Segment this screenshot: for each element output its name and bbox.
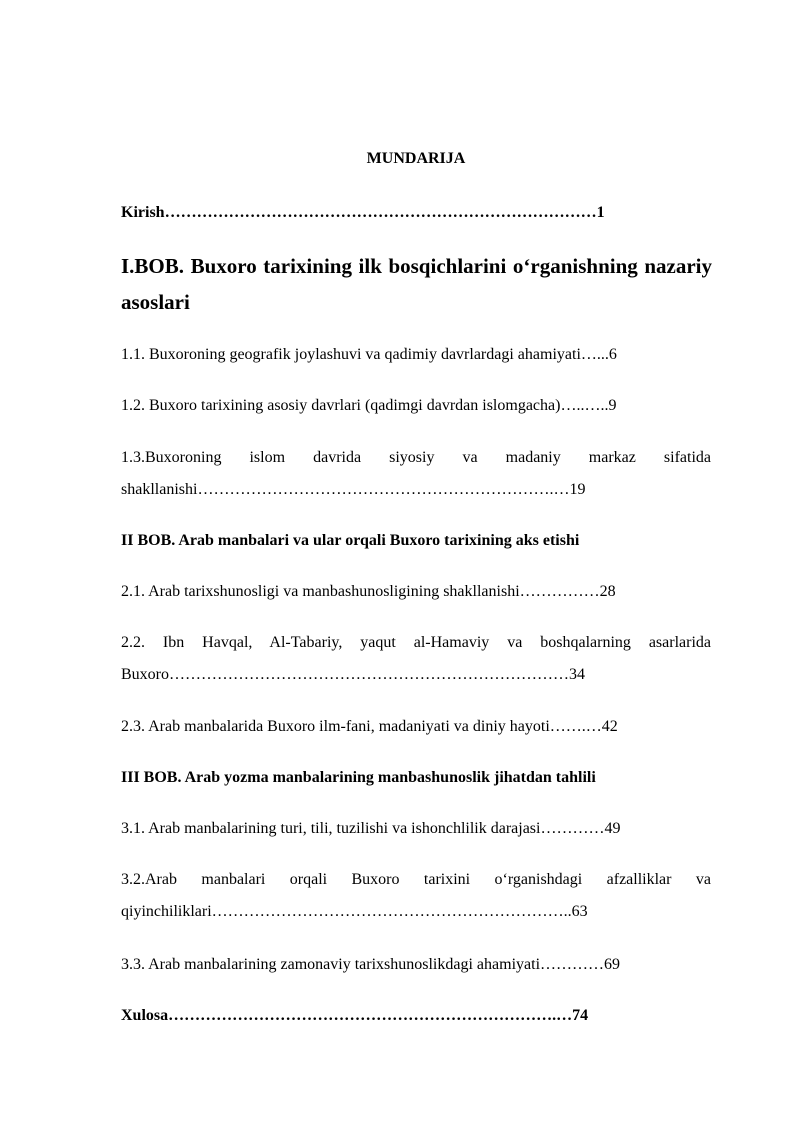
toc-entry-1-2: 1.2. Buxoro tarixining asosiy davrlari (qadimgi davrdan islomgacha)…..…..9 xyxy=(121,397,617,414)
toc-entry-3-3: 3.3. Arab manbalarining zamonaviy tarixshunoslikdagi ahamiyati…………69 xyxy=(121,956,621,973)
toc-chapter-2-title: II BOB. Arab manbalari va ular orqali Buxoro tarixining aks etishi xyxy=(121,532,580,549)
toc-entry-2-2: 2.2. Ibn Havqal, Al-Tabariy, yaqut al-Hamaviy va boshqalarning asarlarida Buxoro…………………………………………………………………34 xyxy=(121,634,711,683)
toc-entry-2-1: 2.1. Arab tarixshunosligi va manbashunosligining shakllanishi……………28 xyxy=(121,583,616,600)
page-title: MUNDARIJA xyxy=(366,150,466,167)
toc-entry-3-1: 3.1. Arab manbalarining turi, tili, tuzilishi va ishonchlilik darajasi…………49 xyxy=(121,820,621,837)
toc-chapter-3-title: III BOB. Arab yozma manbalarining manbashunoslik jihatdan tahlili xyxy=(121,769,596,786)
toc-entry-1-3: 1.3.Buxoroning islom davrida siyosiy va madaniy markaz sifatida shakllanishi………………………………………………………….…19 xyxy=(121,449,711,498)
toc-chapter-1-title: I.BOB. Buxoro tarixining ilk bosqichlarini o‘rganishning nazariy asoslari xyxy=(121,254,712,314)
toc-entry-3-2: 3.2.Arab manbalari orqali Buxoro tarixini o‘rganishdagi afzalliklar va qiyinchiliklari…………………………………………………………..63 xyxy=(121,871,711,920)
toc-entry-intro: Kirish………………………………………………………………………1 xyxy=(121,204,605,221)
toc-entry-2-3: 2.3. Arab manbalarida Buxoro ilm-fani, madaniyati va diniy hayoti…….…42 xyxy=(121,718,618,735)
toc-entry-1-1: 1.1. Buxoroning geografik joylashuvi va qadimiy davrlardagi ahamiyati…...6 xyxy=(121,346,617,363)
toc-entry-conclusion: Xulosa……………………………………………………………….…74 xyxy=(121,1007,589,1024)
